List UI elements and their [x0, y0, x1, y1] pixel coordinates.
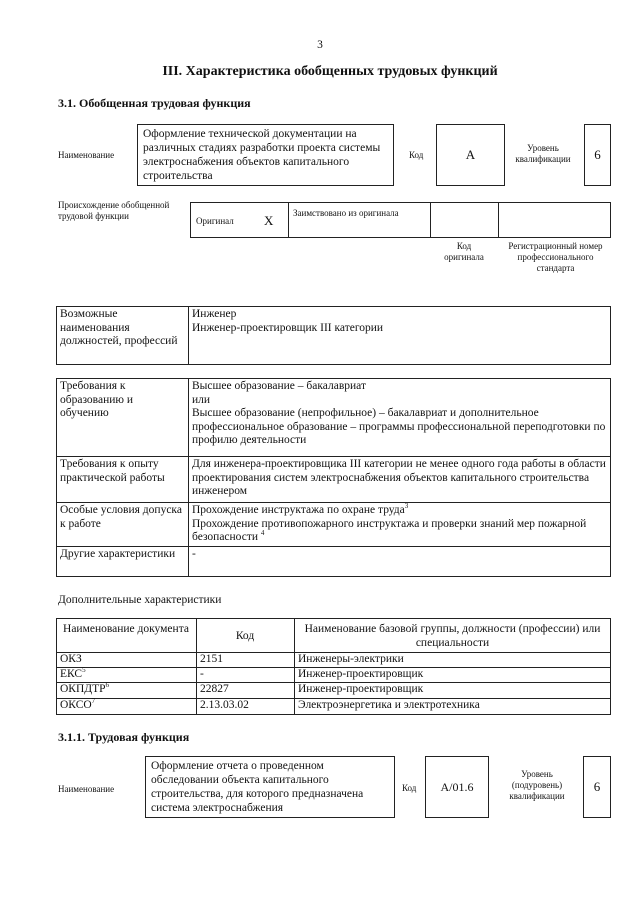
tf-heading: 3.1.1. Трудовая функция	[58, 730, 190, 744]
gtf-name-value: Оформление технической документации на различных стадиях разработки проекта системы электроснабжения объектов капитального строительства	[143, 128, 381, 182]
req-admission-label: Особые условия допуска к работе	[60, 504, 182, 530]
positions-label: Возможные наименования должностей, профессий	[60, 308, 178, 347]
gtf-level-label: Уровень квалификации	[515, 143, 571, 164]
req-admission-line2: Прохождение противопожарного инструктажа и проверки знаний мер пожарной безопасности	[192, 517, 587, 543]
row-doc: ОКПДТР	[60, 683, 106, 695]
position-item: Инженер-проектировщик III категории	[192, 321, 384, 334]
additional-header-name: Наименование базовой группы, должности (профессии) или специальности	[304, 623, 601, 649]
row-doc: ОКСО	[60, 699, 92, 711]
row-name: Инженер-проектировщик	[298, 683, 424, 695]
req-experience-label: Требования к опыту практической работы	[60, 458, 165, 484]
gtf-level-box	[584, 124, 611, 186]
row-code: 2151	[200, 653, 223, 665]
tf-level-box	[583, 756, 611, 818]
additional-heading: Дополнительные характеристики	[58, 594, 222, 606]
tf-name-label: Наименование	[58, 784, 115, 794]
gtf-original-label: Оригинал	[196, 216, 234, 226]
gtf-level-value: 6	[594, 147, 601, 162]
row-code: -	[200, 668, 204, 680]
tf-code-value: A/01.6	[440, 780, 474, 794]
tf-name-box	[145, 756, 395, 818]
req-education-label: Требования к образованию и обучению	[60, 380, 133, 419]
gtf-name-label: Наименование	[58, 150, 115, 160]
tf-code-box	[425, 756, 489, 818]
req-education-value: Высшее образование – бакалавриат или Высшее образование (непрофильное) – бакалавриат и дополнительное профессиональное образование – программы профессиональной переподготовки по профилю деятельности	[192, 380, 606, 446]
row-doc: ЕКС	[60, 668, 83, 680]
gtf-name-box	[137, 124, 394, 186]
gtf-code-box	[436, 124, 505, 186]
additional-header-code: Код	[235, 630, 255, 642]
section-title: III. Характеристика обобщенных трудовых функций	[162, 64, 498, 79]
tf-level-value: 6	[593, 779, 601, 794]
row-name: Электроэнергетика и электротехника	[298, 699, 480, 711]
additional-header-doc: Наименование документа	[63, 623, 189, 635]
row-code: 22827	[200, 683, 229, 695]
positions-values	[188, 306, 611, 337]
gtf-code-value: A	[465, 147, 476, 162]
row-doc: ОКЗ	[60, 653, 82, 665]
position-item: Инженер	[192, 308, 237, 320]
req-admission-line1: Прохождение инструктажа по охране труда	[192, 504, 405, 516]
req-other-value: -	[192, 548, 196, 560]
req-admission-value	[188, 502, 611, 547]
row-name: Инженер-проектировщик	[298, 668, 424, 680]
tf-code-label: Код	[402, 783, 417, 793]
tf-level-label: Уровень (подуровень) квалификации	[509, 769, 565, 801]
gtf-code-label: Код	[409, 150, 424, 160]
page-number: 3	[317, 39, 323, 51]
gtf-reg-number-caption: Регистрационный номер профессионального стандарта	[508, 241, 603, 273]
row-code: 2.13.03.02	[200, 699, 249, 711]
gtf-origin-code-caption: Код оригинала	[444, 241, 484, 262]
gtf-heading: 3.1. Обобщенная трудовая функция	[58, 96, 251, 110]
footnote-ref: 4	[260, 529, 265, 538]
gtf-borrowed-label: Заимствовано из оригинала	[293, 208, 399, 218]
gtf-origin-label: Происхождение обобщенной трудовой функции	[58, 200, 170, 221]
tf-name-value: Оформление отчета о проведенном обследовании объекта капитального строительства, для которого предназначена система электроснабжения	[151, 760, 364, 814]
gtf-original-mark: X	[264, 213, 274, 228]
req-other-label: Другие характеристики	[60, 548, 176, 560]
row-name: Инженеры-электрики	[298, 653, 404, 665]
footnote-ref: 3	[404, 502, 409, 511]
req-experience-value: Для инженера-проектировщика III категории не менее одного года работы в области проектирования систем электроснабжения объектов капитального строительства инженером	[192, 458, 606, 497]
